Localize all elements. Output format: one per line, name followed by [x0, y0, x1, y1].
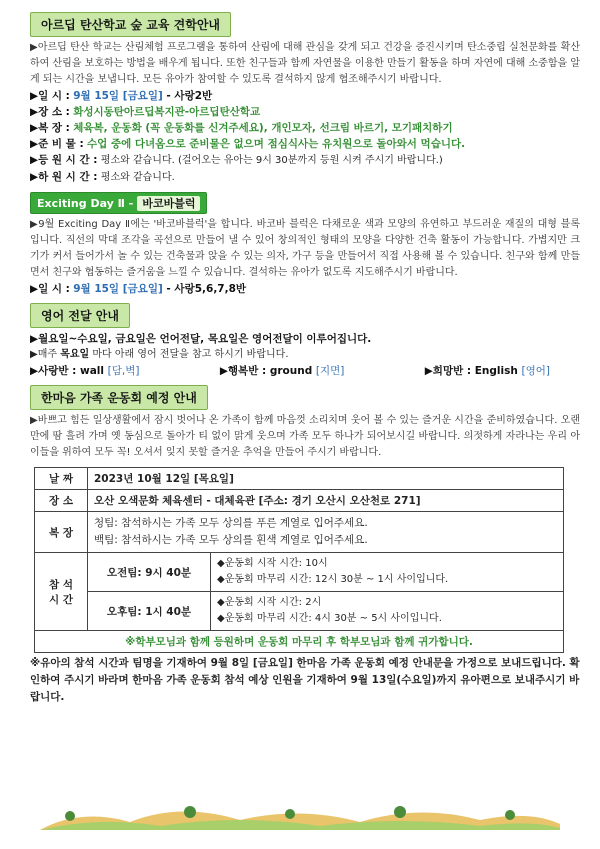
pm-times: [211, 592, 564, 631]
forest-info-row: [30, 169, 580, 186]
english-item-value: [담,벽]: [107, 365, 140, 377]
row-label: ▶장 소 :: [30, 106, 70, 118]
section-heading-exciting-day: [30, 192, 207, 214]
english-item-value: [영어]: [521, 365, 550, 377]
dress-white: 백팀: 참석하시는 가족 모두 상의를 흰색 계열로 입어주세요.: [94, 534, 368, 546]
row-label: ▶일 시 :: [30, 283, 70, 295]
footer-note: ※유아의 참석 시간과 팀명을 기재하여 9월 8일 [금요일] 한마음 가족 운동회 예정 안내문을 가정으로 보내드립니다. 확인하여 주시기 바라며 한마음 가족 운동회 참석 예상 인원을 기재하여 9월 13일(수요일)까지 유아편으로 보내주시기 바랍니다.: [30, 657, 580, 703]
pm-start: ◆운동회 시작 시간: 2시: [217, 597, 322, 608]
am-start: ◆운동회 시작 시간: 10시: [217, 558, 328, 569]
english-item-label: ▶행복반 : ground: [219, 365, 316, 377]
row-value: 체육복, 운동화 (꼭 운동화를 신겨주세요), 개인모자, 선크림 바르기, 모기패치하기: [73, 122, 453, 134]
exciting-day-title: Exciting Day Ⅱ -: [37, 197, 134, 210]
newsletter-page: [30, 8, 580, 717]
place-value: 오산 오색문화 체육센터 - 대체육관 [주소: 경기 오산시 오산천로 271]: [88, 490, 564, 512]
section-heading-english: 영어 전달 안내: [30, 303, 130, 328]
forest-info-row: [30, 120, 580, 136]
am-times: [211, 553, 564, 592]
row-value: 수업 중에 다녀옴으로 준비물은 없으며 점심식사는 유치원으로 돌아와서 먹습니다.: [87, 138, 466, 150]
row-value: 평소와 같습니다. (걸어오는 유아는 9시 30분까지 등원 시켜 주시기 바랍니다.): [100, 155, 443, 166]
english-line1: [30, 331, 580, 347]
table-row: [35, 631, 564, 653]
date-label: 날 짜: [35, 468, 88, 490]
time-label: 참 석 시 간: [35, 553, 88, 631]
hills-decoration: [40, 800, 560, 830]
forest-info-list: [30, 88, 580, 186]
table-row: [35, 490, 564, 512]
row-extra: - 사랑5,6,7,8반: [162, 283, 247, 295]
table-row: [35, 592, 564, 631]
row-label: ▶등 원 시 간 :: [30, 154, 98, 166]
sports-day-table: [34, 467, 564, 653]
dress-value: [88, 512, 564, 553]
forest-intro: ▶아르딥 탄산 학교는 산림체험 프로그램을 통하여 산림에 대해 관심을 갖게 되고 건강을 증진시키며 탄소중립 실천문화를 확산하여 산림을 보호하는 방법을 배우게 됩니다. 또한 친구들과 함께 자연물을 이용한 만들기 활동을 하며 자연에 대해 소중함을 알게 되는 시간을 보냅니다. 모든 유아가 참여할 수 있도록 결석하지 않게 협조해주시기 바랍니다.: [30, 42, 580, 85]
row-label: ▶일 시 :: [30, 90, 70, 102]
row-extra: - 사랑2반: [162, 90, 213, 102]
english-item-value: [지면]: [315, 365, 345, 377]
row-value: 9월 15일 [금요일]: [73, 90, 163, 102]
english-line2: [30, 347, 580, 363]
table-row: [35, 553, 564, 592]
english-line1-text: ▶월요일~수요일, 금요일은 언어전달, 목요일은 영어전달이 이루어집니다.: [30, 333, 372, 345]
section-heading-sports-day: 한마음 가족 운동회 예정 안내: [30, 385, 208, 410]
english-item-haengbok: [220, 363, 345, 379]
english-line2-bold: 목요일: [60, 349, 90, 360]
english-line2-post: 마다 아래 영어 전달을 참고 하시기 바랍니다.: [89, 349, 289, 360]
english-item-label: ▶희망반 : English: [424, 365, 522, 377]
forest-info-row: [30, 104, 580, 120]
row-value: 9월 15일 [금요일]: [73, 283, 163, 295]
table-note: ※학부모님과 함께 등원하며 운동회 마무리 후 학부모님과 함께 귀가합니다.: [35, 631, 564, 653]
forest-info-row: [30, 88, 580, 104]
row-value: 평소와 같습니다.: [100, 172, 175, 183]
english-item-sarang: [30, 363, 139, 379]
exciting-day-subtitle: 바코바블럭: [137, 196, 200, 211]
row-label: ▶복 장 :: [30, 122, 70, 134]
dress-label: 복 장: [35, 512, 88, 553]
exciting-day-intro: ▶9월 Exciting Day Ⅱ에는 '바코바블럭'을 합니다. 바코바 블럭은 다채로운 색과 모양의 유연하고 부드러운 재질의 대형 블록입니다. 직선의 막대 조각을 곡선으로 만들어 낼 수 있어 창의적인 형태의 모양을 다양한 건축 활동이 가능합니다. 가볍지만 크기가 커서 들어가서 놀 수 있는 건축물과 앉을 수 있는 의자, 가구 등을 만들어서 직접 사용해 볼 수 있습니다. 친구와 함께 만들면서 친구와 협동하는 즐거움을 느낄 수 있습니다. 결석하는 유아가 없도록 지도해주시기 바랍니다.: [30, 219, 580, 278]
english-item-label: ▶사랑반 : wall: [30, 365, 108, 377]
table-row: [35, 512, 564, 553]
english-line2-pre: ▶매주: [30, 349, 61, 360]
forest-info-row: [30, 152, 580, 169]
row-label: ▶하 원 시 간 :: [30, 171, 98, 183]
row-label: ▶준 비 물 :: [30, 138, 84, 150]
exciting-day-date-row: [30, 281, 580, 297]
date-value: 2023년 10월 12일 [목요일]: [88, 468, 564, 490]
forest-info-row: [30, 136, 580, 152]
table-row: [35, 468, 564, 490]
section-heading-forest: 아르딥 탄산학교 숲 교육 견학안내: [30, 12, 231, 37]
row-value: 화성시동탄아르딥복지관-아르딥탄산학교: [73, 106, 261, 118]
dress-blue: 청팀: 참석하시는 가족 모두 상의를 푸른 계열로 입어주세요.: [94, 517, 368, 529]
am-team: 오전팀: 9시 40분: [88, 553, 211, 592]
am-end: ◆운동회 마무리 시간: 12시 30분 ~ 1시 사이입니다.: [217, 574, 449, 585]
sports-day-intro: ▶바쁘고 힘든 일상생활에서 잠시 벗어나 온 가족이 함께 마음껏 소리치며 웃어 볼 수 있는 즐거운 시간을 준비하였습니다. 오랜만에 땀 흘려 가며 옛 동심으로 돌아가 티 없이 맑게 웃으며 가족 모두 하나가 되어보시길 바랍니다. 의젓하게 자라나는 우리 아이들을 위하여 모두 꼭! 오셔서 잊지 못할 즐거운 추억을 만들어 주시기 바랍니다.: [30, 415, 580, 458]
pm-team: 오후팀: 1시 40분: [88, 592, 211, 631]
place-label: 장 소: [35, 490, 88, 512]
english-item-huimang: [425, 363, 550, 379]
english-words: [30, 363, 550, 379]
pm-end: ◆운동회 마무리 시간: 4시 30분 ~ 5시 사이입니다.: [217, 613, 442, 624]
